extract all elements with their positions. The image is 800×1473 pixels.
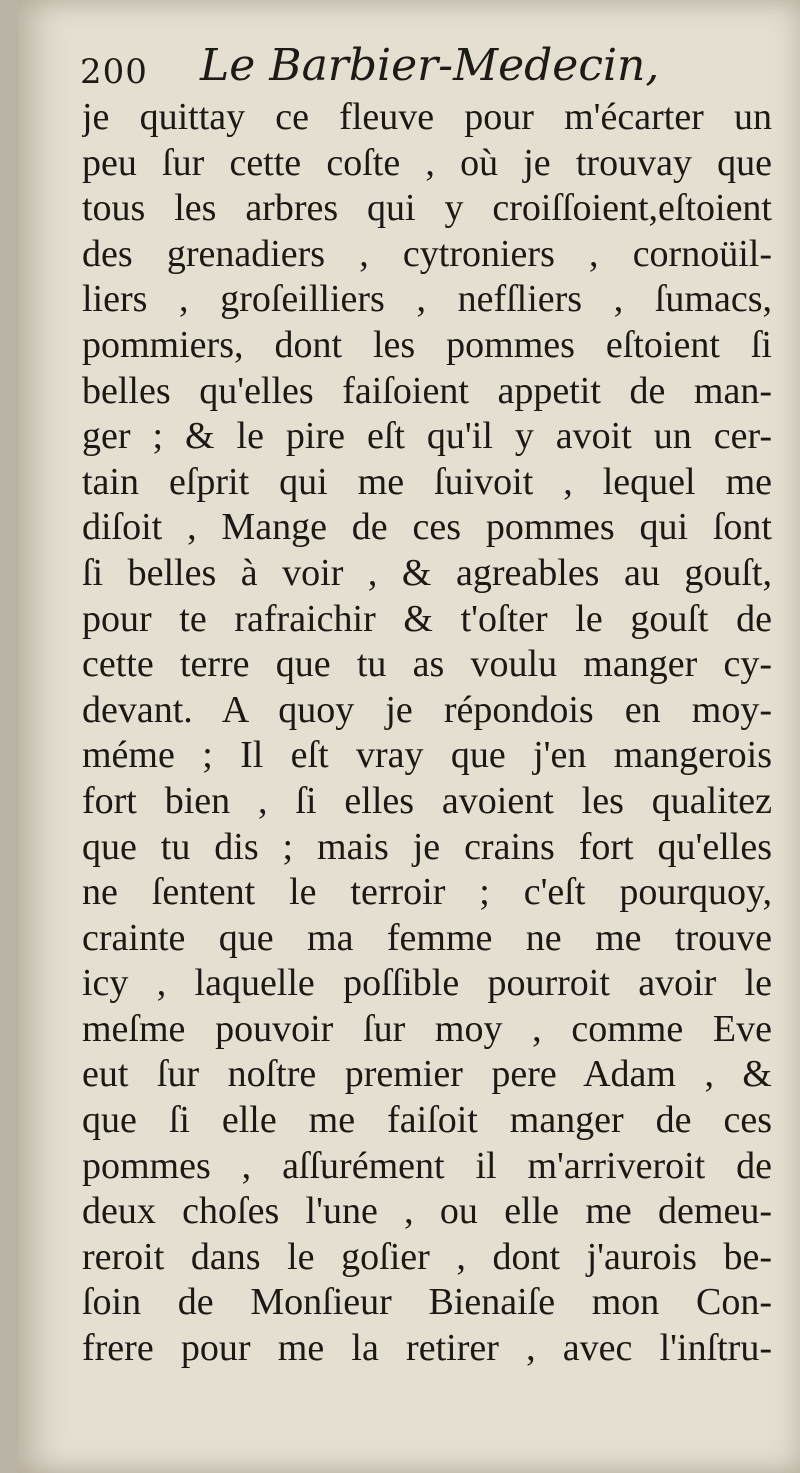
body-text [82,95,772,1372]
page-number: 200 [80,52,148,92]
text-line: deux choſes l'une , ou elle me demeu- [82,1190,772,1233]
text-line: eut ſur noſtre premier pere Adam , & [82,1053,772,1096]
running-title: Le Barbier-Medecin, [200,40,660,91]
text-line: frere pour me la retirer , avec l'inſtru- [82,1327,772,1370]
text-line: ſoin de Monſieur Bienaiſe mon Con- [82,1281,772,1324]
text-line: ſi belles à voir , & agreables au gouſt, [82,551,772,594]
text-line: méme ; Il eſt vray que j'en mangerois [82,734,772,777]
text-line: crainte que ma femme ne me trouve [82,916,772,959]
text-line: belles qu'elles faiſoient appetit de man- [82,369,772,412]
text-line: reroit dans le goſier , dont j'aurois be- [82,1235,772,1278]
text-line: que ſi elle me faiſoit manger de ces [82,1099,772,1142]
book-page [18,0,800,1473]
text-line: pommiers, dont les pommes eſtoient ſi [82,323,772,366]
text-line: ne ſentent le terroir ; c'eſt pourquoy, [82,871,772,914]
text-line: liers , groſeilliers , nefſliers , ſumacs, [82,278,772,321]
text-line: tous les arbres qui y croiſſoient,eſtoient [82,187,772,230]
text-line: meſme pouvoir ſur moy , comme Eve [82,1007,772,1050]
text-line: ger ; & le pire eſt qu'il y avoit un cer- [82,415,772,458]
text-line: cette terre que tu as voulu manger cy- [82,643,772,686]
text-line: je quittay ce fleuve pour m'écarter un [82,96,772,138]
page-header [80,38,780,98]
text-line: des grenadiers , cytroniers , cornoüil- [82,232,772,275]
text-line: diſoit , Mange de ces pommes qui ſont [82,506,772,549]
text-line: que tu dis ; mais je crains fort qu'elles [82,825,772,868]
text-line: peu ſur cette coſte , où je trouvay que [82,141,772,184]
text-line: icy , laquelle poſſible pourroit avoir le [82,962,772,1005]
text-line: tain eſprit qui me ſuivoit , lequel me [82,460,772,503]
text-line: devant. A quoy je répondois en moy- [82,688,772,731]
text-line: fort bien , ſi elles avoient les qualitez [82,779,772,822]
text-line: pour te rafraichir & t'oſter le gouſt de [82,597,772,640]
text-line: pommes , aſſurément il m'arriveroit de [82,1144,772,1187]
